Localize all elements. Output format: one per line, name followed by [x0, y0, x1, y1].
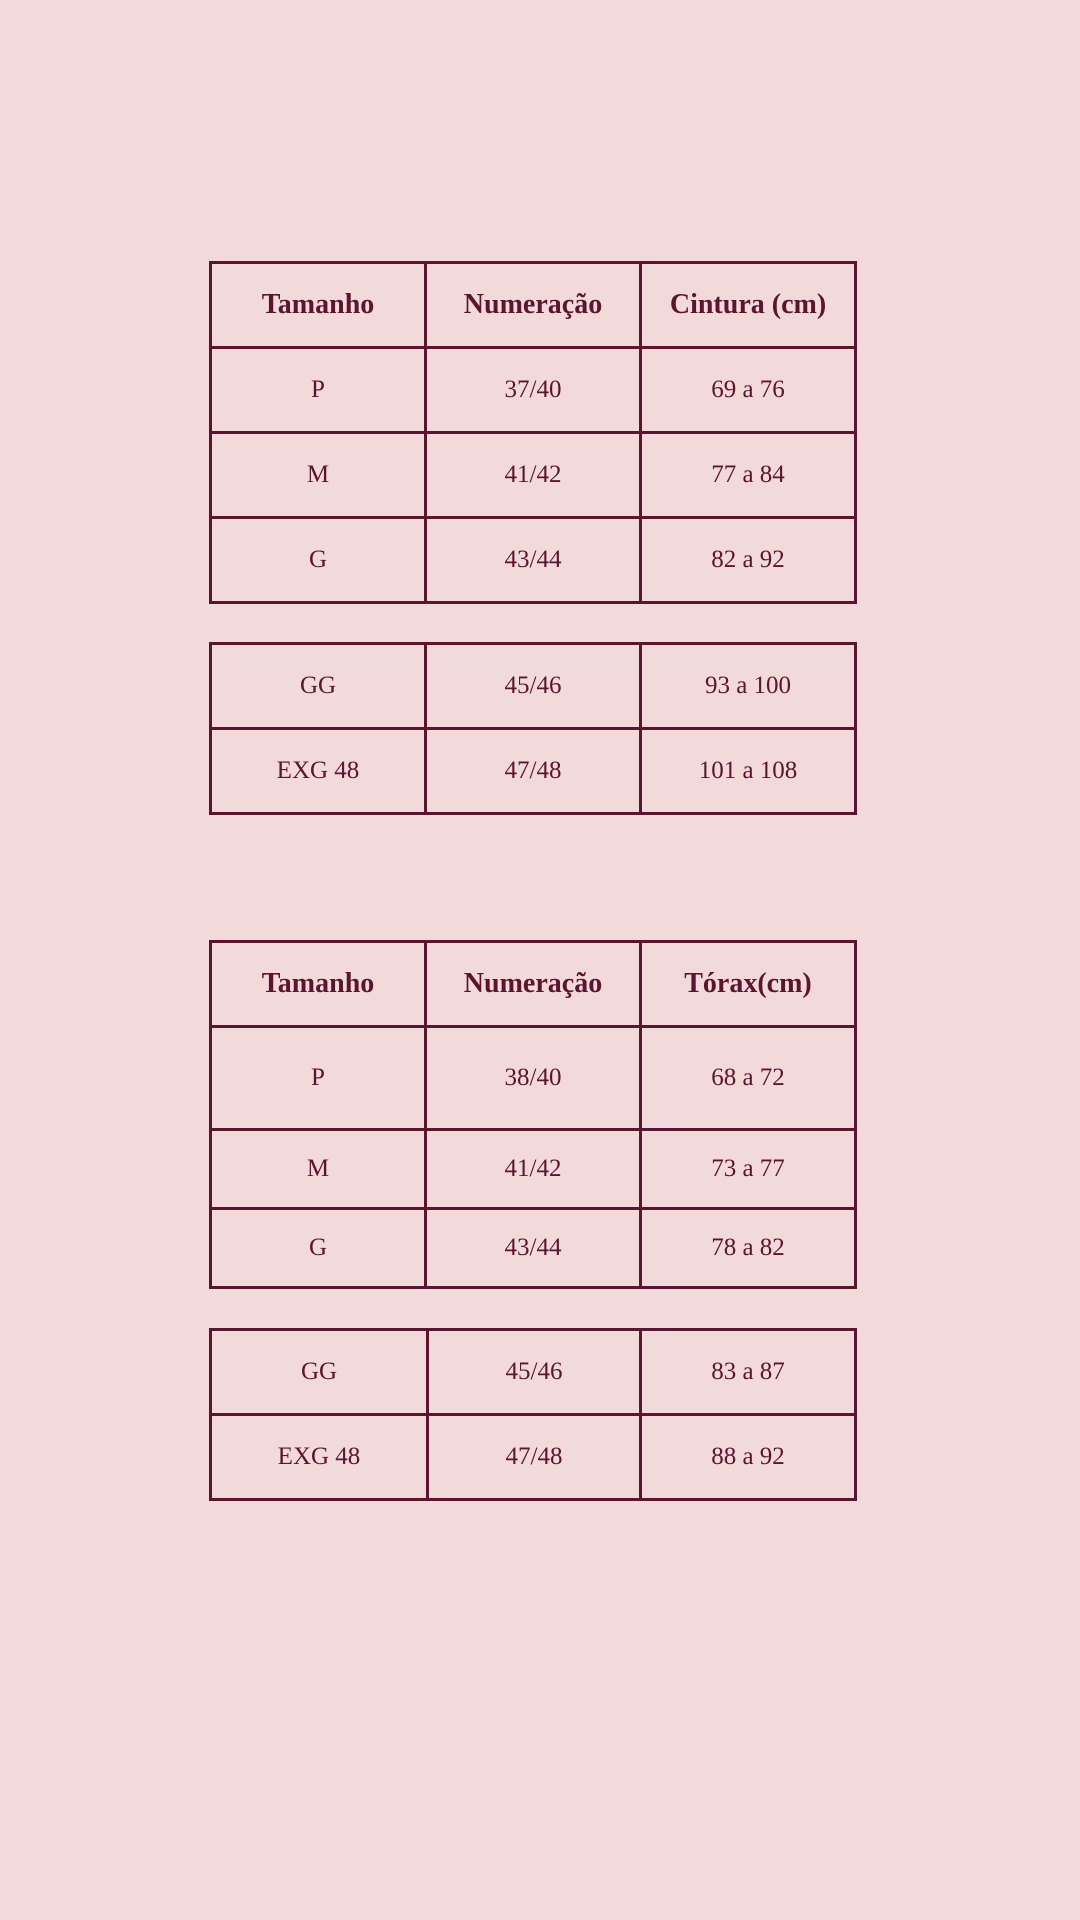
size-cell: EXG 48	[211, 1415, 428, 1500]
chest-cell: 83 a 87	[641, 1330, 856, 1415]
table-row	[211, 1130, 856, 1209]
chest-size-table	[209, 940, 857, 1289]
size-cell: P	[211, 348, 426, 433]
size-cell: M	[211, 1130, 426, 1209]
numbering-cell: 43/44	[426, 1209, 641, 1288]
numbering-cell: 47/48	[428, 1415, 641, 1500]
size-cell: P	[211, 1027, 426, 1130]
numbering-cell: 47/48	[426, 729, 641, 814]
table-row	[211, 348, 856, 433]
size-cell: G	[211, 1209, 426, 1288]
waist-size-table-continued	[209, 642, 857, 815]
table-row	[211, 1415, 856, 1500]
chest-cell: 88 a 92	[641, 1415, 856, 1500]
header-numbering: Numeração	[426, 942, 641, 1027]
numbering-cell: 41/42	[426, 1130, 641, 1209]
waist-cell: 82 a 92	[641, 518, 856, 603]
chest-cell: 73 a 77	[641, 1130, 856, 1209]
numbering-cell: 43/44	[426, 518, 641, 603]
header-chest: Tórax(cm)	[641, 942, 856, 1027]
numbering-cell: 37/40	[426, 348, 641, 433]
numbering-cell: 41/42	[426, 433, 641, 518]
table-header-row	[211, 942, 856, 1027]
size-cell: G	[211, 518, 426, 603]
numbering-cell: 45/46	[426, 644, 641, 729]
numbering-cell: 38/40	[426, 1027, 641, 1130]
header-numbering: Numeração	[426, 263, 641, 348]
size-cell: GG	[211, 644, 426, 729]
chest-cell: 68 a 72	[641, 1027, 856, 1130]
waist-cell: 93 a 100	[641, 644, 856, 729]
header-size: Tamanho	[211, 942, 426, 1027]
table-row	[211, 433, 856, 518]
table-row	[211, 1027, 856, 1130]
size-cell: GG	[211, 1330, 428, 1415]
header-waist: Cintura (cm)	[641, 263, 856, 348]
table-row	[211, 518, 856, 603]
waist-cell: 69 a 76	[641, 348, 856, 433]
table-row	[211, 644, 856, 729]
table-row	[211, 1330, 856, 1415]
waist-cell: 101 a 108	[641, 729, 856, 814]
waist-size-table	[209, 261, 857, 604]
waist-cell: 77 a 84	[641, 433, 856, 518]
table-header-row	[211, 263, 856, 348]
size-cell: EXG 48	[211, 729, 426, 814]
chest-size-table-continued	[209, 1328, 857, 1501]
table-row	[211, 1209, 856, 1288]
header-size: Tamanho	[211, 263, 426, 348]
chest-cell: 78 a 82	[641, 1209, 856, 1288]
size-cell: M	[211, 433, 426, 518]
table-row	[211, 729, 856, 814]
numbering-cell: 45/46	[428, 1330, 641, 1415]
